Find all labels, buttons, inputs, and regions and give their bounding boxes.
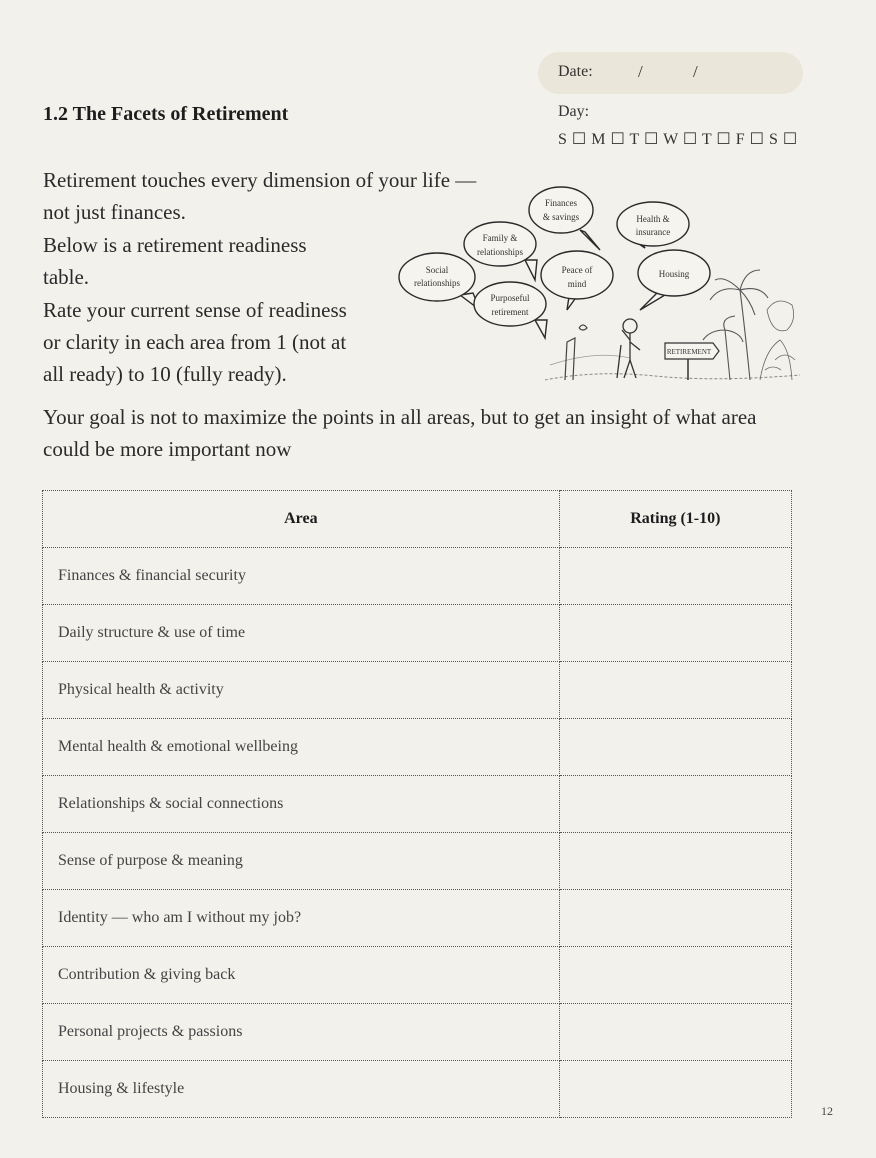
- intro-line: Rate your current sense of readiness: [43, 297, 347, 322]
- sign-text: RETIREMENT: [666, 348, 712, 356]
- rating-cell[interactable]: [559, 833, 791, 890]
- rating-cell[interactable]: [559, 662, 791, 719]
- intro-line: Below is a retirement readiness: [43, 232, 307, 257]
- area-cell: Mental health & emotional wellbeing: [43, 719, 560, 776]
- date-separator-2: /: [693, 62, 698, 81]
- rating-cell[interactable]: [559, 947, 791, 1004]
- area-cell: Personal projects & passions: [43, 1004, 560, 1061]
- palm-tree-icon: [703, 270, 768, 380]
- readiness-table: [42, 490, 792, 1118]
- table-row: [43, 1004, 792, 1061]
- rating-cell[interactable]: [559, 548, 791, 605]
- area-cell: Daily structure & use of time: [43, 605, 560, 662]
- table-row: [43, 890, 792, 947]
- bubble-peace: [541, 251, 613, 299]
- bubble-label: mind: [567, 279, 587, 289]
- area-cell: Finances & financial security: [43, 548, 560, 605]
- ground-line: [545, 374, 800, 380]
- page-number: 12: [821, 1104, 833, 1118]
- intro-line: or clarity in each area from 1 (not at: [43, 330, 347, 355]
- hill-line: [550, 355, 630, 365]
- area-cell: Identity — who am I without my job?: [43, 890, 560, 947]
- intro-line: Retirement touches every dimension of your life —: [43, 168, 477, 192]
- intro-line: not just finances.: [43, 200, 186, 225]
- retirement-illustration: [395, 180, 805, 390]
- date-separator-1: /: [638, 62, 643, 81]
- rating-cell[interactable]: [559, 719, 791, 776]
- table-row: [43, 1061, 792, 1118]
- bubble-label: relationships: [414, 278, 460, 288]
- bubble-tail: [525, 260, 537, 280]
- rating-cell[interactable]: [559, 890, 791, 947]
- section-title: 1.2 The Facets of Retirement: [43, 103, 289, 125]
- bubble-finances: [529, 187, 593, 233]
- table-header-row: [43, 491, 792, 548]
- date-label: Date:: [558, 63, 593, 80]
- stump-icon: [565, 325, 587, 380]
- bubble-label: insurance: [635, 227, 671, 237]
- intro-line: table.: [43, 265, 90, 290]
- area-cell: Housing & lifestyle: [43, 1061, 560, 1118]
- bubble-label: Purposeful: [490, 293, 530, 303]
- bubble-label: relationships: [477, 247, 523, 257]
- rating-cell[interactable]: [559, 605, 791, 662]
- bubble-label: Finances: [545, 198, 577, 208]
- bubble-label: Family &: [482, 233, 518, 243]
- rating-cell[interactable]: [559, 1004, 791, 1061]
- area-cell: Relationships & social connections: [43, 776, 560, 833]
- bubble-label: Social: [425, 265, 449, 275]
- area-cell: Contribution & giving back: [43, 947, 560, 1004]
- table-row: [43, 833, 792, 890]
- table-row: [43, 662, 792, 719]
- table-row: [43, 548, 792, 605]
- table-row: [43, 776, 792, 833]
- bubble-label: retirement: [491, 307, 529, 317]
- table-row: [43, 719, 792, 776]
- area-cell: Physical health & activity: [43, 662, 560, 719]
- bubble-tail: [580, 230, 600, 250]
- bubble-social: [399, 253, 475, 301]
- bubble-tail: [535, 320, 547, 338]
- area-cell: Sense of purpose & meaning: [43, 833, 560, 890]
- bubble-purposeful: [474, 282, 546, 326]
- bubble-health: [617, 202, 689, 246]
- intro-line: all ready) to 10 (fully ready).: [43, 362, 287, 387]
- bubble-family: [464, 222, 536, 266]
- rating-cell[interactable]: [559, 776, 791, 833]
- rating-cell[interactable]: [559, 1061, 791, 1118]
- shrub-icon: [760, 301, 795, 380]
- day-checkboxes[interactable]: S ☐ M ☐ T ☐ W ☐ T ☐ F ☐ S ☐: [558, 131, 798, 148]
- bubble-label: Housing: [658, 269, 690, 279]
- bubble-label: Peace of: [561, 265, 593, 275]
- table-row: [43, 605, 792, 662]
- goal-text: Your goal is not to maximize the points in all areas, but to get an insight of what area could be more important now: [43, 405, 757, 461]
- bubble-label: Health &: [636, 214, 670, 224]
- header-area: Area: [43, 491, 560, 548]
- signpost-icon: [665, 343, 719, 380]
- date-field[interactable]: [538, 52, 803, 94]
- header-rating: Rating (1-10): [559, 491, 791, 548]
- stick-figure-icon: [617, 319, 640, 378]
- bubble-label: & savings: [542, 212, 580, 222]
- day-label: Day:: [558, 103, 590, 120]
- table-row: [43, 947, 792, 1004]
